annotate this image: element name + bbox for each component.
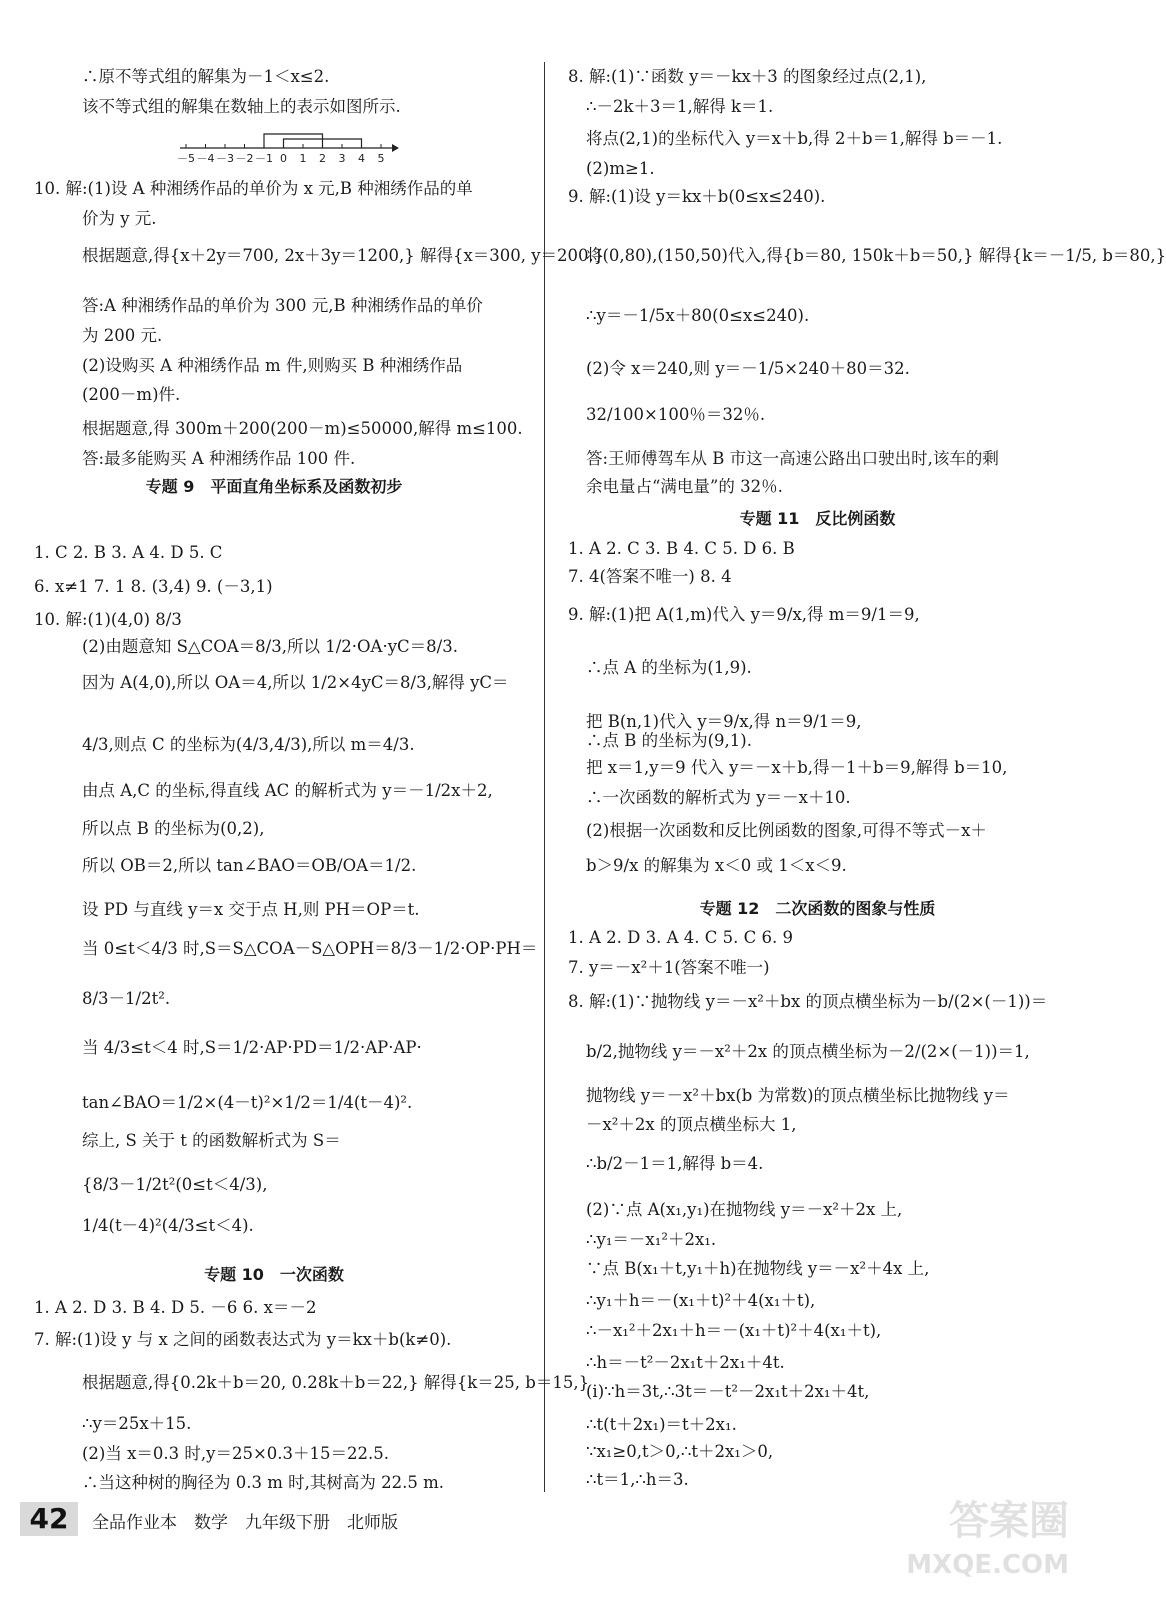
right-line-4: (2)m≥1. [586, 159, 655, 178]
section-heading-11: 专题 11 反比例函数 [739, 509, 896, 528]
right-line-19: ∴一次函数的解析式为 y＝－x＋10. [586, 788, 851, 807]
right-line-12: 1. A 2. C 3. B 4. C 5. D 6. B [568, 539, 795, 558]
left-line-11: 答:最多能购买 A 种湘绣作品 100 件. [82, 449, 356, 468]
watermark-logo [899, 1494, 1069, 1580]
right-line-31: ∵点 B(x₁＋t,y₁＋h)在抛物线 y＝－x²＋4x 上, [586, 1259, 930, 1278]
right-line-30: ∴y₁＝－x₁²＋2x₁. [586, 1230, 717, 1249]
right-line-3: 将点(2,1)的坐标代入 y＝x＋b,得 2＋b＝1,解得 b＝－1. [586, 129, 1003, 148]
right-line-22: 1. A 2. D 3. A 4. C 5. C 6. 9 [568, 928, 793, 947]
right-line-9: 32/100×100％＝32％. [586, 405, 766, 424]
left-line-5: 根据题意,得{x＋2y＝700, 2x＋3y＝1200,} 解得{x＝300, y＝200.} [82, 246, 605, 265]
tick-label-1: 1 [299, 152, 307, 165]
right-line-25: b/2,抛物线 y＝－x²＋2x 的顶点横坐标为－2/(2×(－1))＝1, [586, 1042, 1030, 1061]
right-line-13: 7. 4(答案不唯一) 8. 4 [568, 567, 732, 586]
tick-label-0: 0 [280, 152, 287, 165]
left-line-2: 该不等式组的解集在数轴上的表示如图所示. [82, 97, 401, 116]
right-line-33: ∴－x₁²＋2x₁＋h＝－(x₁＋t)²＋4(x₁＋t), [586, 1321, 882, 1340]
left-line-23: 8/3－1/2t². [82, 989, 171, 1008]
tick-label-－4: －4 [196, 152, 215, 165]
left-line-20: 所以 OB＝2,所以 tan∠BAO＝OB/OA＝1/2. [82, 856, 417, 875]
right-line-17: ∴点 B 的坐标为(9,1). [586, 731, 752, 750]
right-line-36: ∴t(t＋2x₁)＝t＋2x₁. [586, 1415, 737, 1434]
left-line-32: ∴y＝25x＋15. [82, 1414, 192, 1433]
watermark-url: MXQE.COM [906, 1550, 1069, 1580]
left-line-21: 设 PD 与直线 y＝x 交于点 H,则 PH＝OP＝t. [82, 900, 420, 919]
left-line-10: 根据题意,得 300m＋200(200－m)≤50000,解得 m≤100. [82, 419, 523, 438]
left-line-1: ∴原不等式组的解集为－1＜x≤2. [82, 67, 330, 86]
right-line-20: (2)根据一次函数和反比例函数的图象,可得不等式－x＋ [586, 821, 987, 840]
right-line-32: ∴y₁＋h＝－(x₁＋t)²＋4(x₁＋t), [586, 1291, 816, 1310]
right-line-11: 余电量占“满电量”的 32％. [586, 477, 783, 496]
left-line-8: (2)设购买 A 种湘绣作品 m 件,则购买 B 种湘绣作品 [82, 356, 463, 375]
right-line-15: ∴点 A 的坐标为(1,9). [586, 658, 752, 677]
right-line-26: 抛物线 y＝－x²＋bx(b 为常数)的顶点横坐标比抛物线 y＝ [586, 1086, 1010, 1105]
right-line-7: ∴y＝－1/5x＋80(0≤x≤240). [586, 306, 810, 325]
tick-label-4: 4 [358, 152, 365, 165]
left-line-27: {8/3－1/2t²(0≤t＜4/3), [82, 1175, 268, 1194]
tick-label-5: 5 [377, 152, 385, 165]
footer-title: 全品作业本 数学 九年级下册 北师版 [92, 1513, 398, 1533]
right-line-16: 把 B(n,1)代入 y＝9/x,得 n＝9/1＝9, [586, 712, 862, 731]
right-line-37: ∵x₁≥0,t＞0,∴t＋2x₁＞0, [586, 1442, 774, 1461]
right-line-38: ∴t＝1,∴h＝3. [586, 1470, 689, 1489]
solution-bracket-a [264, 134, 323, 148]
right-line-2: ∴－2k＋3＝1,解得 k＝1. [586, 97, 774, 116]
left-line-13: 6. x≠1 7. 1 8. (3,4) 9. (－3,1) [34, 577, 273, 596]
left-line-19: 所以点 B 的坐标为(0,2), [82, 819, 265, 838]
right-line-23: 7. y＝－x²＋1(答案不唯一) [568, 958, 770, 977]
right-line-10: 答:王师傅驾车从 B 市这一高速公路出口驶出时,该车的剩 [586, 449, 999, 468]
left-line-17: 4/3,则点 C 的坐标为(4/3,4/3),所以 m＝4/3. [82, 735, 415, 754]
right-line-5: 9. 解:(1)设 y＝kx＋b(0≤x≤240). [568, 187, 826, 206]
left-line-24: 当 4/3≤t＜4 时,S＝1/2·AP·PD＝1/2·AP·AP· [82, 1038, 422, 1057]
tick-label-－1: －1 [255, 152, 273, 165]
left-line-28: 1/4(t－4)²(4/3≤t＜4). [82, 1216, 254, 1235]
right-line-35: (i)∵h＝3t,∴3t＝－t²－2x₁t＋2x₁＋4t, [586, 1382, 870, 1401]
tick-label-2: 2 [319, 152, 326, 165]
right-line-29: (2)∵点 A(x₁,y₁)在抛物线 y＝－x²＋2x 上, [586, 1200, 903, 1219]
axis-arrow [392, 144, 399, 152]
left-line-9: (200－m)件. [82, 385, 181, 404]
section-heading-9: 专题 9 平面直角坐标系及函数初步 [145, 477, 403, 496]
section-heading-12: 专题 12 二次函数的图象与性质 [699, 899, 936, 918]
left-line-34: ∴当这种树的胸径为 0.3 m 时,其树高为 22.5 m. [82, 1473, 444, 1492]
right-line-14: 9. 解:(1)把 A(1,m)代入 y＝9/x,得 m＝9/1＝9, [568, 605, 920, 624]
left-line-14: 10. 解:(1)(4,0) 8/3 [34, 610, 182, 629]
left-line-15: (2)由题意知 S△COA＝8/3,所以 1/2·OA·yC＝8/3. [82, 637, 458, 656]
left-line-7: 为 200 元. [82, 326, 163, 345]
left-line-26: 综上, S 关于 t 的函数解析式为 S＝ [82, 1131, 341, 1150]
left-line-29: 1. A 2. D 3. B 4. D 5. －6 6. x＝－2 [34, 1298, 317, 1317]
left-line-4: 价为 y 元. [82, 209, 157, 228]
right-line-34: ∴h＝－t²－2x₁t＋2x₁＋4t. [586, 1353, 785, 1372]
tick-label-－2: －2 [235, 152, 254, 165]
page-number: 42 [20, 1502, 78, 1536]
right-line-27: －x²＋2x 的顶点横坐标大 1, [586, 1115, 797, 1134]
right-line-8: (2)令 x＝240,则 y＝－1/5×240＋80＝32. [586, 359, 910, 378]
section-heading-10: 专题 10 一次函数 [204, 1265, 344, 1284]
left-line-6: 答:A 种湘绣作品的单价为 300 元,B 种湘绣作品的单价 [82, 296, 483, 315]
left-line-25: tan∠BAO＝1/2×(4－t)²×1/2＝1/4(t－4)². [82, 1093, 413, 1112]
left-line-18: 由点 A,C 的坐标,得直线 AC 的解析式为 y＝－1/2x＋2, [82, 781, 493, 800]
right-line-28: ∴b/2－1＝1,解得 b＝4. [586, 1154, 764, 1173]
left-line-12: 1. C 2. B 3. A 4. D 5. C [34, 543, 223, 562]
right-line-24: 8. 解:(1)∵抛物线 y＝－x²＋bx 的顶点横坐标为－b/(2×(－1))＝ [568, 992, 1048, 1011]
tick-label-3: 3 [338, 152, 346, 165]
left-line-30: 7. 解:(1)设 y 与 x 之间的函数表达式为 y＝kx＋b(k≠0). [34, 1330, 452, 1349]
left-line-3: 10. 解:(1)设 A 种湘绣作品的单价为 x 元,B 种湘绣作品的单 [34, 179, 473, 198]
left-line-22: 当 0≤t＜4/3 时,S＝S△COA－S△OPH＝8/3－1/2·OP·PH＝ [82, 939, 538, 958]
right-line-21: b＞9/x 的解集为 x＜0 或 1＜x＜9. [586, 856, 847, 875]
left-line-16: 因为 A(4,0),所以 OA＝4,所以 1/2×4yC＝8/3,解得 yC＝ [82, 673, 509, 692]
right-line-18: 把 x＝1,y＝9 代入 y＝－x＋b,得－1＋b＝9,解得 b＝10, [586, 758, 1008, 777]
tick-label-－3: －3 [216, 152, 234, 165]
left-line-31: 根据题意,得{0.2k＋b＝20, 0.28k＋b＝22,} 解得{k＝25, b＝15,} [82, 1373, 590, 1392]
watermark-text: 答案圈 [949, 1498, 1069, 1544]
tick-label-－5: －5 [177, 152, 195, 165]
right-line-6: 将(0,80),(150,50)代入,得{b＝80, 150k＋b＝50,} 解得{k＝－1/5, b＝80,} [586, 246, 1166, 265]
number-line-figure [178, 128, 400, 168]
left-line-33: (2)当 x＝0.3 时,y＝25×0.3＋15＝22.5. [82, 1444, 390, 1463]
right-line-1: 8. 解:(1)∵函数 y＝－kx＋3 的图象经过点(2,1), [568, 67, 927, 86]
